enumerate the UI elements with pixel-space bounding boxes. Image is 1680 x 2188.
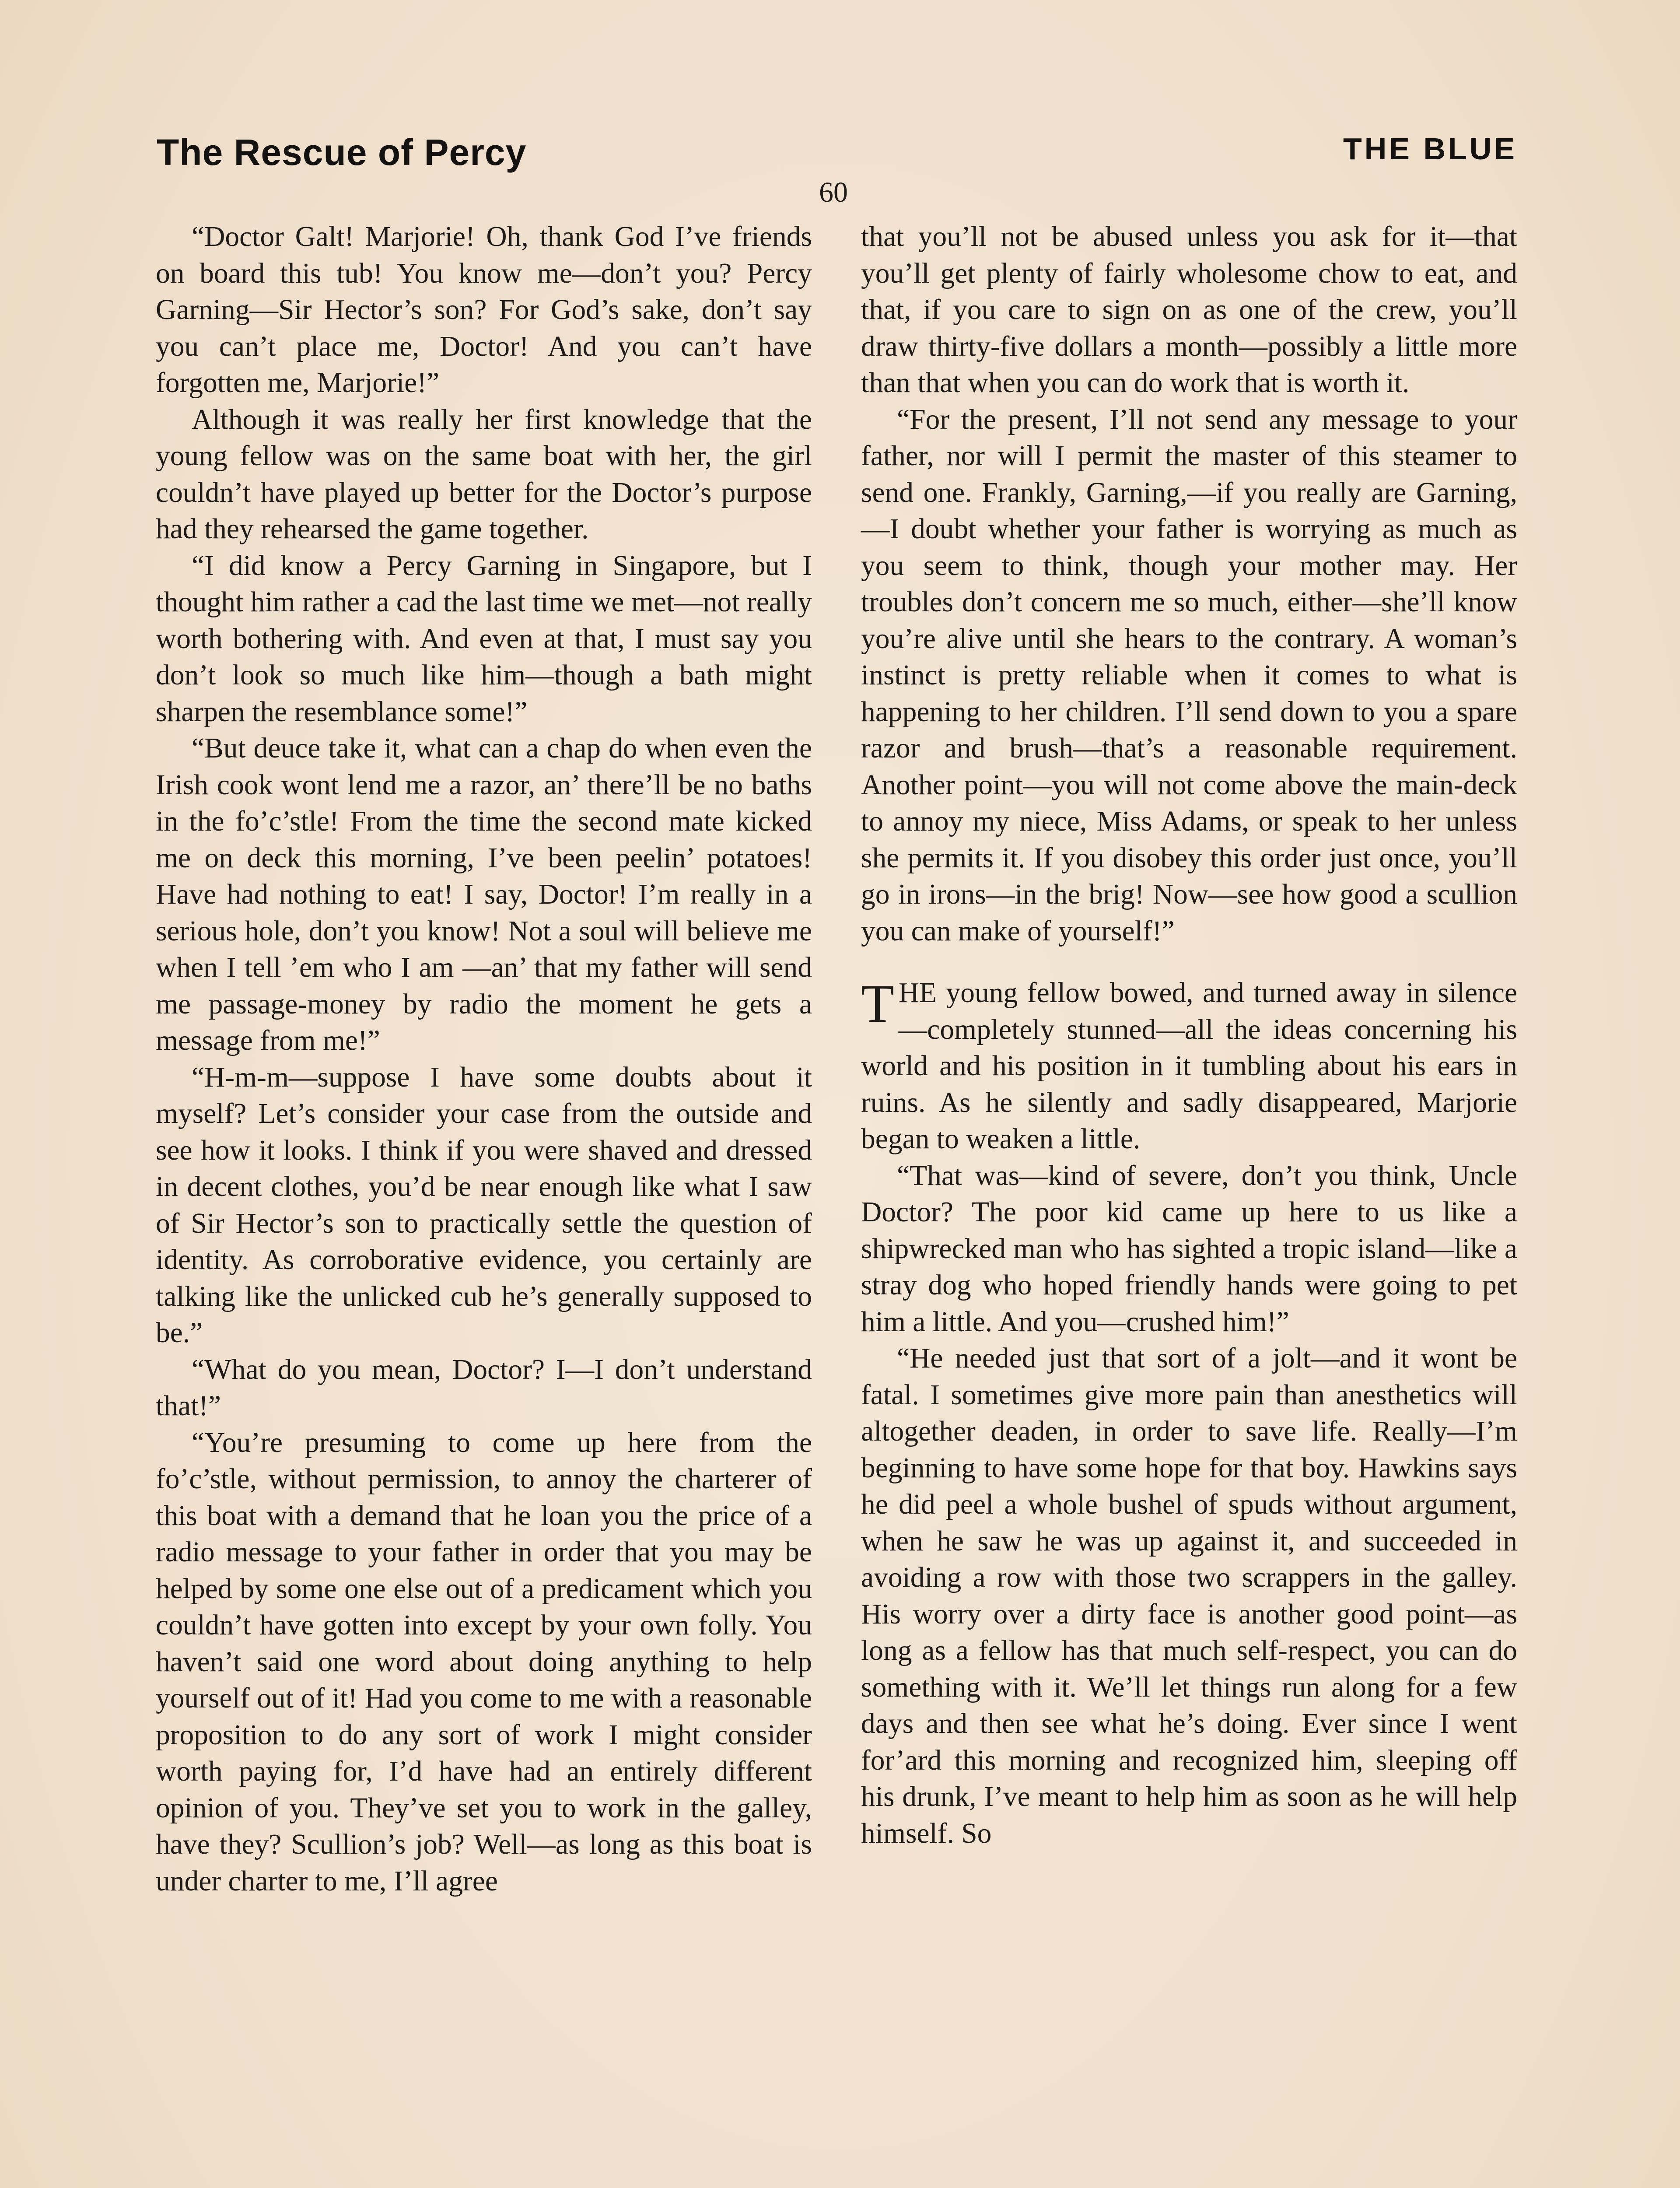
- paragraph: “But deuce take it, what can a chap do when even the Irish cook wont lend me a razor, an’ there’ll be no baths in the fo’c’stle! From the time the second mate kicked me on deck this morning, I’ve been peelin’ potatoes! Have had nothing to eat! I say, Doctor! I’m really in a serious hole, don’t you know! Not a soul will believe me when I tell ’em who I am —an’ that my father will send me passage-money by radio the moment he gets a message from me!”: [156, 733, 812, 1056]
- section-start-paragraph: [861, 975, 1517, 1158]
- page-number: 60: [819, 176, 848, 208]
- magazine-name: THE BLUE: [1343, 132, 1517, 166]
- paragraph: “I did know a Percy Garning in Singapore, but I thought him rather a cad the last time we met—not really worth bothering with. And even at that, I must say you don’t look so much like him—though a bath might sharpen the resemblance some!”: [156, 550, 812, 728]
- paragraph: “H-m-m—suppose I have some doubts about it myself? Let’s consider your case from the outside and see how it looks. I think if you were shaved and dressed in decent clothes, you’d be near enough like what I saw of Sir Hector’s son to practically settle the question of identity. As corroborative evidence, you certainly are talking like the unlicked cub he’s generally supposed to be.”: [156, 1061, 812, 1349]
- paragraph: Although it was really her first knowledge that the young fellow was on the same boat with her, the girl couldn’t have played up better for the Doctor’s purpose had they rehearsed the game together.: [156, 403, 812, 545]
- paragraph: “That was—kind of severe, don’t you think, Uncle Doctor? The poor kid came up here to us like a shipwrecked man who has sighted a tropic island—like a stray dog who hoped friendly hands were going to pet him a little. And you—crushed him!”: [861, 1160, 1517, 1338]
- paragraph: “He needed just that sort of a jolt—and it wont be fatal. I sometimes give more pain than anesthetics will altogether deaden, in order to save life. Really—I’m beginning to have some hope for that boy. Hawkins says he did peel a whole bushel of spuds without argument, when he saw he was up against it, and succeeded in avoiding a row with those two scrappers in the galley. His worry over a dirty face is another good point—as long as a fellow has that much self-respect, you can do something with it. We’ll let things run along for a few days and then see what he’s doing. Ever since I went for’ard this morning and recognized him, sleeping off his drunk, I’ve meant to help him as soon as he will help himself. So: [861, 1343, 1517, 1849]
- paragraph: “Doctor Galt! Marjorie! Oh, thank God I’ve friends on board this tub! You know me—don’t you? Percy Garning—Sir Hector’s son? For God’s sake, don’t say you can’t place me, Doctor! And you can’t have forgotten me, Marjorie!”: [156, 221, 812, 399]
- paragraph: that you’ll not be abused unless you ask for it—that you’ll get plenty of fairly wholesome chow to eat, and that, if you care to sign on as one of the crew, you’ll draw thirty-five dollars a month—possibly a little more than that when you can do work that is worth it.: [861, 221, 1517, 399]
- paragraph: “What do you mean, Doctor? I—I don’t understand that!”: [156, 1353, 812, 1422]
- left-column: [156, 219, 812, 1900]
- right-column: [861, 219, 1517, 1852]
- drop-cap: T: [861, 974, 894, 1034]
- story-title: The Rescue of Percy: [157, 132, 527, 173]
- paragraph-text: HE young fellow bowed, and turned away in silence—completely stunned—all the ideas concerning his world and his position in it tumbling about his ears in ruins. As he silently and sadly disappeared, Marjorie began to weaken a little.: [861, 977, 1517, 1155]
- paragraph: “You’re presuming to come up here from the fo’c’stle, without permission, to annoy the charterer of this boat with a demand that he loan you the price of a radio message to your father in order that you may be helped by some one else out of a predicament which you couldn’t have gotten into except by your own folly. You haven’t said one word about doing anything to help yourself out of it! Had you come to me with a reasonable proposition to do any sort of work I might consider worth paying for, I’d have had an entirely different opinion of you. They’ve set you to work in the galley, have they? Scullion’s job? Well—as long as this boat is under charter to me, I’ll agree: [156, 1427, 812, 1897]
- paragraph: “For the present, I’ll not send any message to your father, nor will I permit the master of this steamer to send one. Frankly, Garning,—if you really are Garning,—I doubt whether your father is worrying as much as you seem to think, though your mother may. Her troubles don’t concern me so much, either—she’ll know you’re alive until she hears to the contrary. A woman’s instinct is pretty reliable when it comes to what is happening to her children. I’ll send down to you a spare razor and brush—that’s a reasonable requirement. Another point—you will not come above the main-deck to annoy my niece, Miss Adams, or speak to her unless she permits it. If you disobey this order just once, you’ll go in irons—in the brig! Now—see how good a scullion you can make of yourself!”: [861, 403, 1517, 947]
